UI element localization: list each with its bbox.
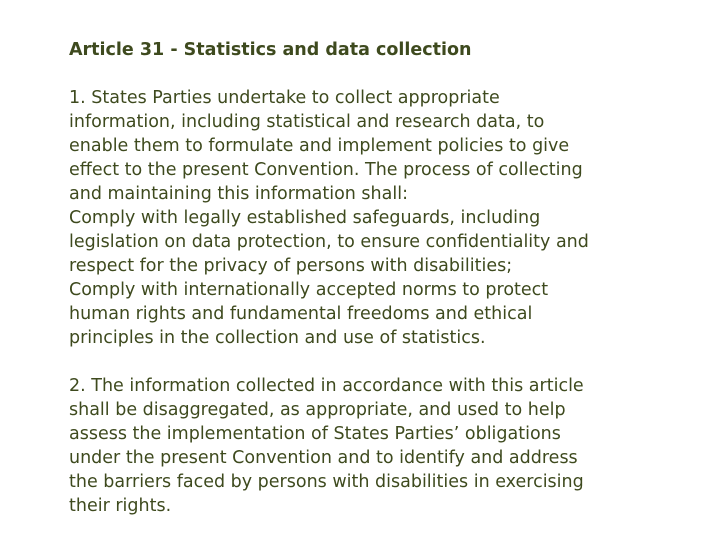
paragraph-line: 1. States Parties undertake to collect appropriate [69,88,500,108]
paragraph-line: respect for the privacy of persons with disabilities; [69,256,513,276]
paragraph-spacer [69,350,694,374]
paragraph-line: and maintaining this information shall: [69,184,408,204]
paragraph-line: Comply with internationally accepted norms to protect [69,280,549,300]
paragraph-line: enable them to formulate and implement policies to give [69,136,570,156]
paragraph-line: information, including statistical and research data, to [69,112,545,132]
paragraph-line: assess the implementation of States Parties’ obligations [69,424,561,444]
article-title: Article 31 - Statistics and data collection [69,40,472,60]
paragraph-2 [69,374,694,518]
paragraph-line: 2. The information collected in accordance with this article [69,376,584,396]
paragraph-line: human rights and fundamental freedoms and ethical [69,304,533,324]
document-slide [69,38,694,518]
paragraph-line: under the present Convention and to identify and address [69,448,578,468]
paragraph-line: shall be disaggregated, as appropriate, and used to help [69,400,566,420]
paragraph-line: Comply with legally established safeguards, including [69,208,541,228]
paragraph-line: principles in the collection and use of statistics. [69,328,486,348]
paragraph-line: legislation on data protection, to ensure confidentiality and [69,232,589,252]
paragraph-line: effect to the present Convention. The process of collecting [69,160,583,180]
paragraph-1 [69,86,694,350]
paragraph-line: their rights. [69,496,172,516]
paragraph-line: the barriers faced by persons with disabilities in exercising [69,472,584,492]
